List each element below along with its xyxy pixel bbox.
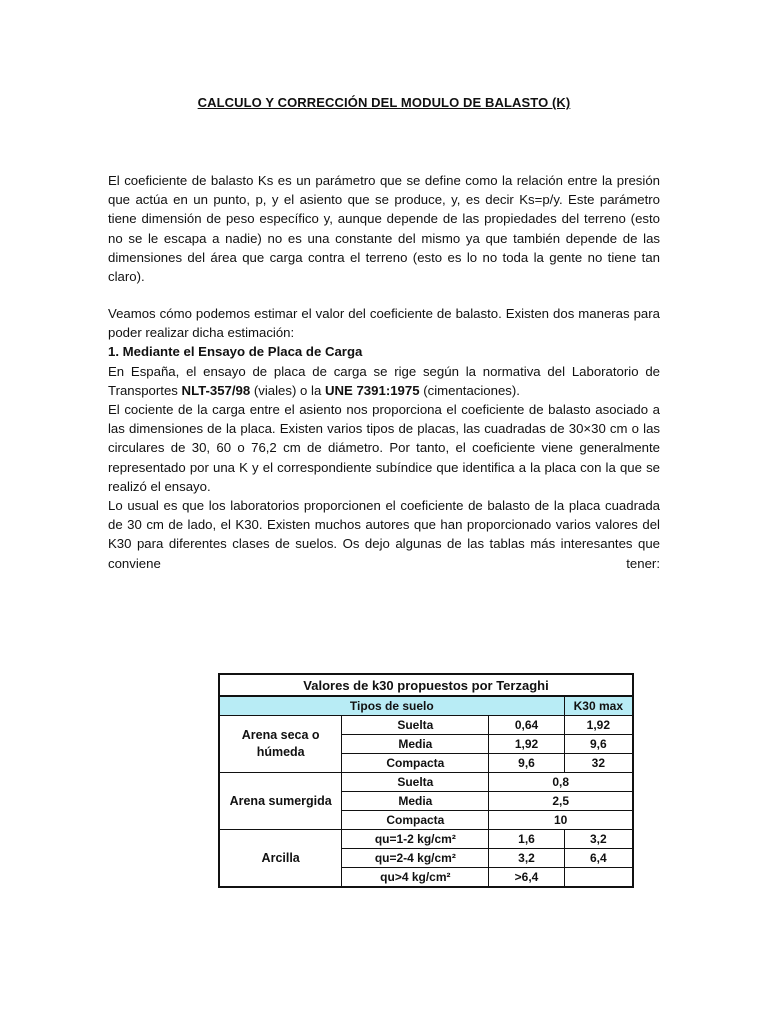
- group-arena-sumergida: Arena sumergida: [219, 773, 342, 830]
- table-title: Valores de k30 propuestos por Terzaghi: [219, 674, 633, 696]
- row-max: 6,4: [564, 849, 633, 868]
- row-max: [564, 868, 633, 888]
- k30-table: [218, 673, 634, 888]
- paragraph-k30: Lo usual es que los laboratorios proporcionen el coeficiente de balasto de la placa cuadrada de 30 cm de lado, el K30. Existen muchos autores que han proporcionado varios valores del K30 para diferentes clases de suelos. Os dejo algunas de las tablas más interesantes que conviene tener:: [108, 498, 660, 571]
- standards-text-2: (viales) o la: [250, 382, 325, 398]
- header-k30-max: K30 max: [564, 696, 633, 716]
- row-label: qu>4 kg/cm²: [342, 868, 489, 888]
- table-row: [219, 716, 633, 735]
- row-label: Media: [342, 735, 489, 754]
- row-max: 3,2: [564, 830, 633, 849]
- standard-nlt: NLT-357/98: [181, 382, 251, 398]
- heading-plate-test: 1. Mediante el Ensayo de Placa de Carga: [108, 344, 363, 360]
- row-value: 2,5: [489, 792, 633, 811]
- row-label: Suelta: [342, 716, 489, 735]
- header-soil-types: Tipos de suelo: [219, 696, 564, 716]
- row-label: qu=2-4 kg/cm²: [342, 849, 489, 868]
- k30-table-container: [218, 673, 634, 888]
- paragraph-standards: [108, 362, 660, 400]
- row-max: 1,92: [564, 716, 633, 735]
- row-label: Compacta: [342, 811, 489, 830]
- row-value: 1,92: [489, 735, 564, 754]
- paragraph-plates: El cociente de la carga entre el asiento nos proporciona el coeficiente de balasto asociado a las dimensiones de la placa. Existen varios tipos de placas, las cuadradas de 30×30 cm o las circulares de 30, 60 o 76,2 cm de diámetro. Por tanto, el coeficiente viene generalmente representado por una K y el correspondiente subíndice que identifica a la placa con la que se realizó el ensayo.: [108, 402, 660, 494]
- row-value: 10: [489, 811, 633, 830]
- document-title: CALCULO Y CORRECCIÓN DEL MODULO DE BALASTO (K): [197, 95, 571, 110]
- row-label: qu=1-2 kg/cm²: [342, 830, 489, 849]
- row-max: 32: [564, 754, 633, 773]
- row-value: 3,2: [489, 849, 564, 868]
- group-arcilla: Arcilla: [219, 830, 342, 888]
- standards-text-3: (cimentaciones).: [419, 382, 520, 398]
- paragraph-methods: Veamos cómo podemos estimar el valor del coeficiente de balasto. Existen dos maneras para poder realizar dicha estimación:: [108, 306, 660, 341]
- row-max: 9,6: [564, 735, 633, 754]
- row-label: Media: [342, 792, 489, 811]
- row-value: 0,64: [489, 716, 564, 735]
- row-label: Suelta: [342, 773, 489, 792]
- group-arena-seca: Arena seca o húmeda: [219, 716, 342, 773]
- table-row: [219, 773, 633, 792]
- standards-text-1: En España, el ensayo de placa de carga se rige según la normativa del Laboratorio de Transportes: [108, 363, 660, 398]
- row-value: 0,8: [489, 773, 633, 792]
- row-value: 9,6: [489, 754, 564, 773]
- paragraph-intro: El coeficiente de balasto Ks es un parámetro que se define como la relación entre la presión que actúa en un punto, p, y el asiento que se produce, y, es decir Ks=p/y. Este parámetro tiene dimensión de peso específico y, aunque depende de las propiedades del terreno (esto no se le escapa a nadie) no es una constante del mismo ya que también depende de las dimensiones del área que carga contra el terreno (esto es lo no toda la gente no tiene tan claro).: [108, 173, 660, 285]
- row-label: Compacta: [342, 754, 489, 773]
- row-value: >6,4: [489, 868, 564, 888]
- table-row: [219, 830, 633, 849]
- row-value: 1,6: [489, 830, 564, 849]
- standard-une: UNE 7391:1975: [324, 382, 420, 398]
- body-section: [108, 304, 660, 573]
